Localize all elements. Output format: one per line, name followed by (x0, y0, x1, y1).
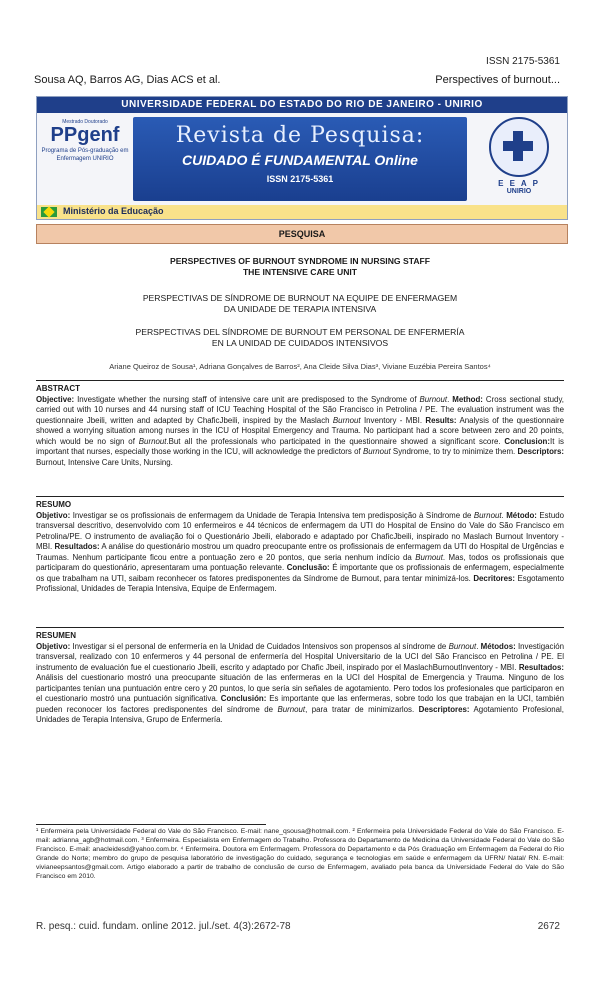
citation: R. pesq.: cuid. fundam. online 2012. jul./set. 4(3):2672-78 (36, 921, 291, 932)
brazil-flag-icon (41, 207, 57, 217)
university-name: UNIVERSIDADE FEDERAL DO ESTADO DO RIO DE JANEIRO - UNIRIO (37, 97, 567, 113)
abstract-heading: ABSTRACT (36, 384, 80, 393)
ppgenf-logo (39, 119, 131, 199)
running-authors: Sousa AQ, Barros AG, Dias ACS et al. (34, 74, 221, 86)
ministry-strip (37, 205, 567, 219)
divider (36, 496, 564, 497)
footnotes: ¹ Enfermeira pela Universidade Federal do Vale do São Francisco. E-mail: nane_qsousa@hotmail.com. ² Enfermeira pela Universidade Federal do Vale do São Francisco. E-mail: adrianna_agb@hotmail.com. ³ Enfermeira. Especialista em Enfermagem do Trabalho. Professora do Departamento de Medicina da Universidade Federal do Vale do São Francisco. E-mail: anacleidesd@yahoo.com.br. ⁴ Enfermeira. Doutora em Enfermagem. Professora do Departamento e da Pós Graduação em Enfermagem da Federal do Rio Grande do Norte; membro do grupo de pesquisa laboratório de investigação do cuidado, segurança e tecnologias em saúde e enfermagem da UFRN/ Natal/ RN. E-mail: vivianeepsantos@gmail.com. Artigo elaborado a partir de trabalho de conclusão de curso de Enfermagem, avaliado pela banca da Universidade Federal do Vale do São Francisco em 2010. (36, 828, 564, 880)
issn-header: ISSN 2175-5361 (486, 56, 560, 67)
abstract-body: Objective: Investigate whether the nursing staff of intensive care unit are predisposed to the Syndrome of Burnout. Method: Cross sectional study, carried out with 10 nurses and 44 nursing staff of ICU Teaching Hospital of the São Francisco in Petrolina / PE. The evaluation instrument was the questionnaire Jbeili, written and adapted by ChaficJbeili, inspired by the Maslach Burnout Inventory - MBI. Results: Analysis of the questionnaire showed a worrying situation among nurses in the ICU of Hospital Emergency and Trauma. No participant had a score between zero and 20 points, which would be no sign of Burnout.But all the professionals who participated in the questionnaire showed a significant score. Conclusion:It is important that nurses, especially those working in the ICU, will acknowledge the predictors of Burnout Syndrome, to try to minimize them. Descriptors: Burnout, Intensive Care Units, Nursing. (36, 394, 564, 467)
resumo-heading: RESUMO (36, 500, 72, 509)
journal-subtitle: CUIDADO É FUNDAMENTAL Online (182, 152, 418, 168)
ppgenf-levels: Mestrado Doutorado (62, 119, 108, 125)
title-spanish: PERSPECTIVAS DEL SÍNDROME DE BURNOUT EM PERSONAL DE ENFERMERÍA EN LA UNIDAD DE CUIDADOS INTENSIVOS (135, 327, 465, 348)
ppgenf-wordmark: PPgenf (50, 124, 120, 146)
resumo-pt (36, 500, 564, 595)
title-english: PERSPECTIVES OF BURNOUT SYNDROME IN NURSING STAFF THE INTENSIVE CARE UNIT (169, 256, 431, 277)
footnote-divider (36, 824, 266, 825)
journal-issn: ISSN 2175-5361 (266, 174, 334, 184)
abstract-en (36, 384, 564, 468)
eeap-label: E E A P (498, 179, 540, 188)
unirio-label: UNIRIO (506, 188, 532, 195)
page-footer (36, 921, 560, 932)
cross-seal-icon (489, 117, 549, 177)
ppgenf-program: Programa de Pós-graduação em Enfermagem UNIRIO (41, 148, 129, 162)
resumen-es (36, 631, 564, 726)
ministry-label: Ministério da Educação (63, 206, 164, 216)
title-portuguese: PERSPECTIVAS DE SÍNDROME DE BURNOUT NA EQUIPE DE ENFERMAGEM DA UNIDADE DE TERAPIA INTENSIVA (142, 293, 458, 314)
section-label: PESQUISA (36, 224, 568, 244)
resumen-body: Objetivo: Investigar si el personal de enfermería en la Unidad de Cuidados Intensivos son propensos al síndrome de Burnout. Métodos: Investigación transversal, realizado con 10 enfermeros y 44 personal de enfermería del Hospital Universitario de la UCI del São Francisco en Petrolina / PE. El instrumento de evaluación fue el cuestionario Jbeili, escrito y adaptado por Chafic Jbeil, inspirado por el MaslachBurnoutInventory - MBI. Resultados: Análisis del cuestionario mostró una preocupante situación de las enfermeras en la UCI del Hospital de Emergencia y Trauma. Ninguno de los participantes tenían una puntuación entre cero y 20 puntos, lo que sería sin señales de agotamiento. Pero todos los profesionales que participaron en el cuestionario mostró una puntuación significativa. Conclusión: Es importante que las enfermeras, sobre todo los que trabajan en la UCI, también pueden reconocer los factores predisponentes del síndrome de Burnout, para tratar de minimizarlos. Descriptores: Agotamiento Profesional, Unidades de Terapia Intensiva, Grupo de Enfermería. (36, 641, 565, 724)
resumen-heading: RESUMEN (36, 631, 77, 640)
resumo-body: Objetivo: Investigar se os profissionais de enfermagem da Unidade de Terapia Intensiva tem predisposição à Síndrome de Burnout. Método: Estudo transversal descritivo, desenvolvido com 10 enfermeiros e 44 técnicos de enfermagem da UTI do Hospital de Ensino do Vale do São Francisco em Petrolina/PE. O instrumento de avaliação foi o Questionário Jbeili, elaborado e adaptado por ChaficJbeili, inspirado no Maslach Burnout Inventory - MBI. Resultados: A análise do questionário mostrou um quadro preocupante entre os profissionais de enfermagem da UTI do Hospital de Urgências e Traumas. Nenhum participante ficou entre a pontuação zero e 20 pontos, que seria nenhum indício da Burnout. Mas, todos os profissionais que participaram do questionário, apresentaram uma pontuação relevante. Conclusão: É importante que os profissionais de enfermagem, especialmente os que trabalham na UTI, saibam reconhecer os fatores predisponentes da Síndrome de Burnout, para tentar minimizá-los. Decritores: Esgotamento Profissional, Unidades de Terapia Intensiva, Equipe de Enfermagem. (36, 510, 565, 593)
journal-title: Revista de Pesquisa: (175, 123, 425, 148)
running-title: Perspectives of burnout... (435, 74, 560, 86)
divider (36, 380, 564, 381)
divider (36, 627, 564, 628)
journal-masthead (133, 117, 467, 201)
page-number: 2672 (537, 921, 560, 932)
running-header (34, 74, 560, 86)
eeap-seal (477, 117, 561, 201)
author-list: Ariane Queiroz de Sousa¹, Adriana Gonçalves de Barros², Ana Cleide Silva Dias³, Viviane Euzébia Pereira Santos⁴ (109, 362, 491, 371)
journal-banner (36, 96, 568, 220)
